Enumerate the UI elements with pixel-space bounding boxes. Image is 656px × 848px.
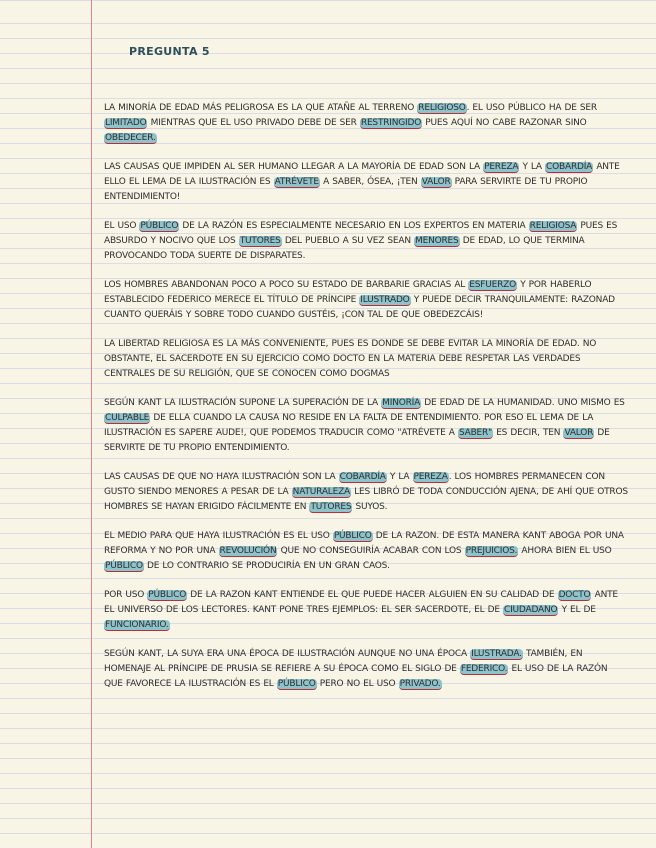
- text-segment: PARA SERVIRTE DE TU PROPIO ENTENDIMIENTO!: [104, 177, 588, 202]
- highlighted-keyword: ESFUERZO: [469, 280, 517, 290]
- paragraph-9: [104, 588, 628, 633]
- text-segment: EL MEDIO PARA QUE HAYA ILUSTRACIÓN ES EL USO: [104, 531, 333, 541]
- highlighted-keyword: TUTORES: [239, 236, 281, 246]
- text-segment: PUES AQUÍ NO CABE RAZONAR SINO: [422, 118, 587, 128]
- paragraph-6: [104, 396, 628, 456]
- page-title: PREGUNTA 5: [129, 45, 210, 58]
- text-segment: LOS HOMBRES ABANDONAN POCO A POCO SU ESTADO DE BARBARIE GRACIAS AL: [104, 280, 469, 290]
- highlighted-keyword: PÚBLICO: [277, 679, 316, 689]
- highlighted-keyword: ILUSTRADA.: [471, 649, 522, 659]
- text-segment: SEGÚN KANT, LA SUYA ERA UNA ÉPOCA DE ILUSTRACIÓN AUNQUE NO UNA ÉPOCA: [104, 649, 471, 659]
- highlighted-keyword: CIUDADANO: [504, 605, 558, 615]
- text-segment: PERO NO EL USO: [316, 679, 399, 689]
- paragraph-10: [104, 647, 628, 692]
- highlighted-keyword: RELIGIOSO: [418, 103, 466, 113]
- paragraph-4: [104, 278, 628, 323]
- text-segment: . EL USO PÚBLICO HA DE SER: [466, 103, 597, 113]
- highlighted-keyword: MINORÍA: [382, 398, 421, 408]
- highlighted-keyword: COBARDÍA: [339, 472, 386, 482]
- text-segment: . LOS HOMBRES PERMANECEN CON GUSTO SIENDO MENORES A PESAR DE LA: [104, 472, 605, 497]
- paragraph-2: [104, 160, 628, 205]
- highlighted-keyword: SABER": [458, 428, 493, 438]
- text-segment: Y LA: [519, 162, 546, 172]
- text-segment: EL USO DE LA RAZÓN QUE FAVORECE LA ILUSTRACIÓN ES EL: [104, 664, 608, 689]
- highlighted-keyword: PÚBLICO: [105, 561, 143, 571]
- text-segment: Y PUEDE DECIR TRANQUILAMENTE: RAZONAD CUANTO QUERÁIS Y SOBRE TODO CUANDO GUSTÉIS, ¡CON TAL DE QUE OBEDEZCÁIS!: [104, 295, 615, 320]
- text-segment: SEGÚN KANT LA ILUSTRACIÓN SUPONE LA SUPERACIÓN DE LA: [104, 398, 382, 408]
- text-segment: A SABER, ÓSEA, ¡TEN: [319, 177, 421, 187]
- highlighted-keyword: OBEDECER.: [105, 133, 156, 143]
- answer-text: [104, 101, 628, 692]
- highlighted-keyword: PÚBLICO: [333, 531, 372, 541]
- text-segment: Y POR HABERLO ESTABLECIDO FEDERICO MERECE EL TÍTULO DE PRÍNCIPE: [104, 280, 592, 305]
- highlighted-keyword: REVOLUCIÓN: [219, 546, 277, 556]
- highlighted-keyword: RELIGIOSA: [529, 221, 577, 231]
- highlighted-keyword: PRIVADO.: [399, 679, 441, 689]
- paragraph-3: [104, 219, 628, 264]
- highlighted-keyword: NATURALEZA: [292, 487, 351, 497]
- paragraph-7: [104, 470, 628, 515]
- highlighted-keyword: PREJUICIOS.: [465, 546, 518, 556]
- highlighted-keyword: RESTRINGIDO: [360, 118, 422, 128]
- text-segment: SUYOS.: [352, 502, 388, 512]
- text-segment: EL USO: [104, 221, 140, 231]
- text-segment: ES DECIR, TEN: [493, 428, 564, 438]
- text-segment: ANTE ELLO EL LEMA DE LA ILUSTRACIÓN ES: [104, 162, 620, 187]
- text-segment: LA LIBERTAD RELIGIOSA ES LA MÁS CONVENIENTE, PUES ES DONDE SE DEBE EVITAR LA MINORÍA DE EDAD. NO OBSTANTE, EL SACERDOTE EN SU EJERCICIO COMO DOCTO EN LA MATERIA DEBE RESPETAR LAS VERDADES CENTRALES DE SU RELIGIÓN, QUE SE CONOCEN COMO DOGMAS: [104, 339, 597, 379]
- text-segment: LAS CAUSAS QUE IMPIDEN AL SER HUMANO LLEGAR A LA MAYORÍA DE EDAD SON LA: [104, 162, 484, 172]
- highlighted-keyword: PÚBLICO: [148, 590, 187, 600]
- text-segment: QUE NO CONSEGUIRÍA ACABAR CON LOS: [277, 546, 465, 556]
- highlighted-keyword: VALOR: [564, 428, 594, 438]
- highlighted-keyword: FUNCIONARIO.: [105, 620, 169, 630]
- text-segment: TAMBIÉN, EN HOMENAJE AL PRÍNCIPE DE PRUSIA SE REFIERE A SU ÉPOCA COMO EL SIGLO DE: [104, 649, 583, 674]
- highlighted-keyword: LIMITADO: [105, 118, 147, 128]
- highlighted-keyword: ILUSTRADO: [360, 295, 410, 305]
- text-segment: AHORA BIEN EL USO: [518, 546, 612, 556]
- text-segment: LAS CAUSAS DE QUE NO HAYA ILUSTRACIÓN SON LA: [104, 472, 339, 482]
- text-segment: Y LA: [386, 472, 413, 482]
- text-segment: DE LO CONTRARIO SE PRODUCIRÍA EN UN GRAN CAOS.: [143, 561, 390, 571]
- text-segment: DE LA RAZON. DE ESTA MANERA KANT ABOGA POR UNA REFORMA Y NO POR UNA: [104, 531, 624, 556]
- highlighted-keyword: PEREZA: [413, 472, 448, 482]
- text-segment: LA MINORÍA DE EDAD MÁS PELIGROSA ES LA QUE ATAÑE AL TERRENO: [104, 103, 418, 113]
- text-segment: LES LIBRÓ DE TODA CONDUCCIÓN AJENA, DE AHÍ QUE OTROS HOMBRES SE HAYAN ERIGIDO FÁCILMENTE EN: [104, 487, 628, 512]
- text-segment: DE EDAD DE LA HUMANIDAD. UNO MISMO ES: [421, 398, 625, 408]
- text-segment: ANTE EL UNIVERSO DE LOS LECTORES. KANT PONE TRES EJEMPLOS: EL SER SACERDOTE, EL DE: [104, 590, 618, 615]
- text-segment: DE LA RAZÓN ES ESPECIALMENTE NECESARIO EN LOS EXPERTOS EN MATERIA: [179, 221, 529, 231]
- text-segment: DE LA RAZON KANT ENTIENDE EL QUE PUEDE HACER ALGUIEN EN SU CALIDAD DE: [187, 590, 558, 600]
- highlighted-keyword: PÚBLICO: [140, 221, 179, 231]
- paragraph-8: [104, 529, 628, 574]
- highlighted-keyword: PEREZA: [484, 162, 519, 172]
- text-segment: MIENTRAS QUE EL USO PRIVADO DEBE DE SER: [147, 118, 360, 128]
- highlighted-keyword: CULPABLE: [105, 413, 150, 423]
- text-segment: DE SERVIRTE DE TU PROPIO ENTENDIMIENTO.: [104, 428, 610, 453]
- highlighted-keyword: MENORES: [415, 236, 459, 246]
- highlighted-keyword: COBARDÍA: [546, 162, 593, 172]
- text-segment: Y EL DE: [558, 605, 596, 615]
- highlighted-keyword: FEDERICO.: [460, 664, 508, 674]
- highlighted-keyword: VALOR: [421, 177, 451, 187]
- text-segment: POR USO: [104, 590, 148, 600]
- highlighted-keyword: DOCTO: [558, 590, 591, 600]
- text-segment: PUES ES ABSURDO Y NOCIVO QUE LOS: [104, 221, 618, 246]
- paragraph-5: [104, 337, 628, 382]
- text-segment: DEL PUEBLO A SU VEZ SEAN: [281, 236, 415, 246]
- highlighted-keyword: ATRÉVETE: [274, 177, 319, 187]
- text-segment: DE EDAD, LO QUE TERMINA PROVOCANDO TODA SUERTE DE DISPARATES.: [104, 236, 585, 261]
- margin-line: [91, 0, 92, 848]
- paragraph-1: [104, 101, 628, 146]
- text-segment: DE ELLA CUANDO LA CAUSA NO RESIDE EN LA FALTA DE ENTENDIMIENTO. POR ESO EL LEMA DE LA ILUSTRACIÓN ES SAPERE AUDE!, QUE PODEMOS TRADUCIR COMO "ATRÉVETE A: [104, 413, 594, 438]
- highlighted-keyword: TUTORES: [310, 502, 352, 512]
